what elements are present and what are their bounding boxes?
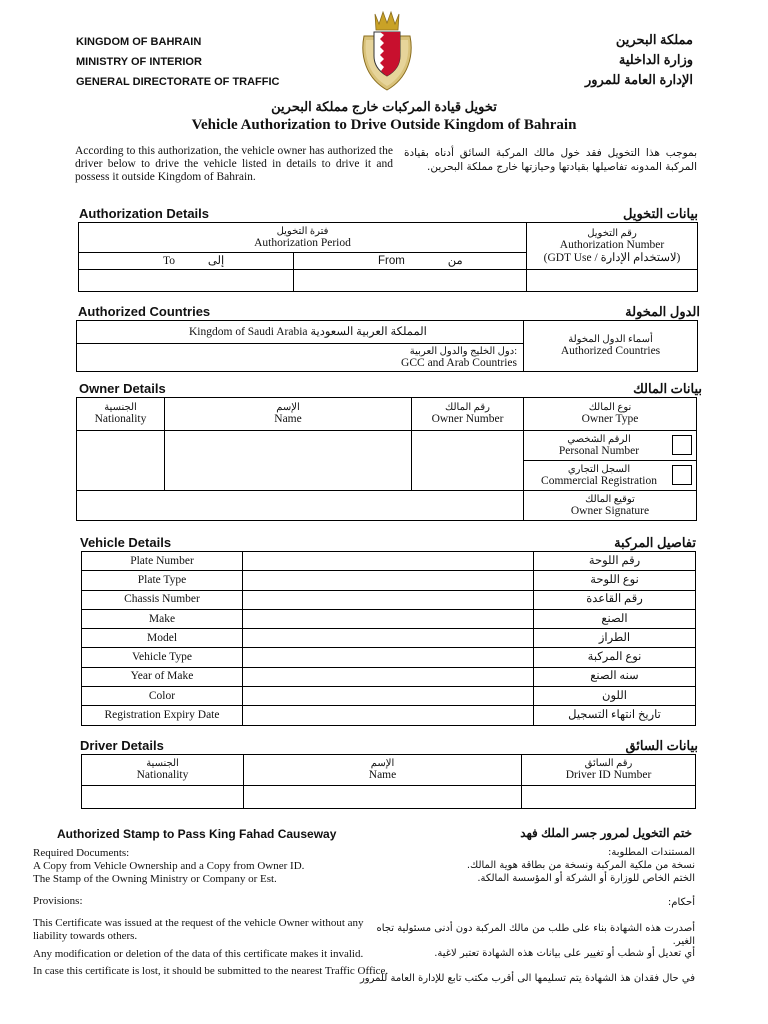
vehicle-row [82, 629, 696, 648]
required-documents-en [33, 847, 304, 886]
owner-nationality-header [77, 398, 165, 431]
authorization-to-cell [79, 253, 294, 270]
owner-title-ar: بيانات المالك [633, 381, 702, 396]
vehicle-table [81, 551, 696, 726]
owner-title-en: Owner Details [79, 381, 166, 396]
authorization-from-cell [294, 253, 527, 270]
authorization-period-ar: فترة التخويل [276, 225, 329, 237]
provision-1-ar: أصدرت هذه الشهادة بناء على طلب من مالك المركبة دون أدنى مسئولية تجاه الغير. [376, 923, 695, 947]
countries-gcc-cell [77, 344, 524, 372]
intro-en: According to this authorization, the vehicle owner has authorized the driver below to drive the vehicle listed in details to drive it and possess it outside Kingdom of Bahrain. [75, 145, 393, 183]
title-en: Vehicle Authorization to Drive Outside Kingdom of Bahrain [191, 117, 577, 133]
documents-title-en: Required Documents: [33, 847, 130, 859]
vehicle-label-en: Color [82, 687, 243, 706]
driver-id-field[interactable] [522, 786, 696, 809]
documents-title-ar: المستندات المطلوبة: [608, 847, 695, 858]
authorization-number-header [527, 223, 698, 270]
countries-names-en: Authorized Countries [560, 345, 661, 357]
header-ministry-ar: وزارة الداخلية [618, 52, 693, 67]
owner-name-header [165, 398, 412, 431]
authorization-title-en: Authorization Details [79, 206, 210, 221]
authorization-from-field[interactable] [294, 270, 527, 292]
title-ar: تخويل قيادة المركبات خارج مملكة البحرين [271, 99, 497, 114]
authorization-to-en: To [163, 254, 175, 267]
driver-title-ar: بيانات السائق [625, 738, 698, 753]
vehicle-value-field[interactable] [243, 552, 534, 571]
documents-line2-en: The Stamp of the Owning Ministry or Company or Est. [33, 873, 277, 885]
vehicle-value-field[interactable] [243, 648, 534, 667]
vehicle-label-ar: تاريخ انتهاء التسجيل [534, 706, 696, 725]
header-kingdom-en: KINGDOM OF BAHRAIN [76, 36, 202, 48]
vehicle-row [82, 552, 696, 571]
owner-commercial-cell [524, 461, 697, 491]
header-directorate-ar: الإدارة العامة للمرور [585, 72, 693, 87]
countries-title-ar: الدول المخولة [625, 304, 700, 319]
owner-number-header [412, 398, 524, 431]
owner-nationality-field[interactable] [77, 431, 165, 491]
owner-type-header [524, 398, 697, 431]
vehicle-label-ar: الصنع [534, 609, 696, 628]
owner-personal-ar: الرقم الشخصي [567, 433, 631, 445]
vehicle-title-en: Vehicle Details [80, 535, 172, 550]
vehicle-row [82, 687, 696, 706]
authorization-title-ar: بيانات التخويل [623, 206, 698, 221]
provision-3-en: In case this certificate is lost, it should be submitted to the nearest Traffic Office. [33, 965, 389, 977]
owner-name-en: Name [274, 413, 302, 425]
owner-nationality-ar: الجنسية [104, 402, 137, 413]
vehicle-label-ar: رقم اللوحة [534, 552, 696, 571]
owner-type-ar: نوع المالك [588, 402, 632, 413]
authorization-gdt-use: (GDT Use / لاستخدام الإدارة) [543, 251, 681, 264]
provision-2-ar: أي تعديل أو شطب أو تغيير على بيانات هذه الشهادة تعتبر لاغية. [434, 948, 695, 959]
stamp-label-ar: ختم التخويل لمرور جسر الملك فهد [520, 826, 692, 840]
vehicle-label-ar: نوع اللوحة [534, 571, 696, 590]
owner-signature-field[interactable] [77, 491, 524, 521]
documents-line1-en: A Copy from Vehicle Ownership and a Copy from Owner ID. [33, 860, 305, 872]
owner-name-field[interactable] [165, 431, 412, 491]
vehicle-label-ar: رقم القاعدة [534, 590, 696, 609]
owner-personal-cell [524, 431, 697, 461]
authorization-from-ar: من [447, 254, 463, 267]
vehicle-row [82, 609, 696, 628]
vehicle-label-en: Make [82, 609, 243, 628]
owner-number-field[interactable] [412, 431, 524, 491]
commercial-registration-checkbox[interactable] [672, 465, 692, 485]
countries-title-en: Authorized Countries [78, 304, 211, 319]
driver-name-ar: الإسم [370, 758, 395, 769]
vehicle-label-en: Plate Type [82, 571, 243, 590]
provision-3-ar: في حال فقدان هذ الشهادة يتم تسليمها الى أقرب مكتب تابع للإدارة العامة للمرور [359, 973, 695, 984]
countries-gcc-ar: دول الخليج والدول العربية: [409, 345, 517, 357]
owner-signature-en: Owner Signature [570, 504, 650, 517]
vehicle-title-ar: تفاصيل المركبة [614, 535, 696, 550]
driver-id-en: Driver ID Number [565, 769, 652, 781]
vehicle-row [82, 571, 696, 590]
authorization-to-ar: إلى [207, 254, 225, 267]
owner-signature-label [524, 491, 697, 521]
countries-table [76, 320, 698, 372]
required-documents-ar [467, 846, 695, 885]
countries-ksa: Kingdom of Saudi Arabia المملكة العربية السعودية [77, 321, 524, 344]
driver-nationality-ar: الجنسية [146, 758, 179, 769]
header-left [76, 32, 280, 92]
vehicle-row [82, 667, 696, 686]
vehicle-value-field[interactable] [243, 609, 534, 628]
owner-commercial-ar: السجل التجاري [567, 463, 631, 475]
countries-names-ar: أسماء الدول المخولة [568, 334, 653, 345]
driver-name-header [244, 755, 522, 786]
authorization-period-en: Authorization Period [254, 236, 351, 249]
documents-line2-ar: الختم الخاص للوزارة أو الشركة أو المؤسسة المالكة. [477, 873, 695, 884]
header-right [585, 30, 693, 90]
authorization-period-header [79, 223, 527, 253]
driver-nationality-field[interactable] [82, 786, 244, 809]
countries-names-header [524, 321, 698, 372]
driver-id-ar: رقم السائق [584, 758, 633, 769]
vehicle-label-en: Plate Number [82, 552, 243, 571]
header-directorate-en: GENERAL DIRECTORATE OF TRAFFIC [76, 76, 280, 88]
provisions-title-ar: أحكام: [667, 897, 695, 908]
owner-signature-ar: توقيع المالك [585, 493, 635, 505]
vehicle-row [82, 648, 696, 667]
owner-commercial-en: Commercial Registration [541, 474, 657, 487]
vehicle-label-ar: سنه الصنع [534, 667, 696, 686]
vehicle-value-field[interactable] [243, 590, 534, 609]
vehicle-label-ar: نوع المركبة [534, 648, 696, 667]
countries-gcc-en: GCC and Arab Countries [401, 356, 517, 369]
owner-type-en: Owner Type [581, 413, 639, 425]
stamp-label-en: Authorized Stamp to Pass King Fahad Causeway [57, 827, 337, 841]
owner-personal-en: Personal Number [558, 444, 640, 457]
vehicle-value-field[interactable] [243, 706, 534, 725]
owner-number-ar: رقم المالك [445, 402, 490, 413]
driver-nationality-header [82, 755, 244, 786]
vehicle-label-en: Year of Make [82, 667, 243, 686]
vehicle-row [82, 590, 696, 609]
driver-title-en: Driver Details [80, 738, 164, 753]
authorization-table [78, 222, 698, 292]
owner-name-ar: الإسم [276, 402, 300, 413]
vehicle-label-en: Chassis Number [82, 590, 243, 609]
vehicle-label-en: Model [82, 629, 243, 648]
header-ministry-en: MINISTRY OF INTERIOR [76, 56, 202, 68]
documents-line1-ar: نسخة من ملكية المركبة ونسخة من بطاقة هوية المالك. [466, 860, 695, 871]
owner-table [76, 397, 697, 521]
driver-table [81, 754, 696, 809]
driver-nationality-en: Nationality [136, 769, 189, 781]
bahrain-coat-of-arms-icon [360, 6, 414, 92]
authorization-number-en: Authorization Number [559, 238, 665, 251]
authorization-to-field[interactable] [79, 270, 294, 292]
authorization-number-field[interactable] [527, 270, 698, 292]
vehicle-value-field[interactable] [243, 667, 534, 686]
vehicle-value-field[interactable] [243, 629, 534, 648]
provisions-title-en: Provisions: [33, 895, 83, 907]
vehicle-row [82, 706, 696, 725]
authorization-from-en: From [378, 254, 405, 267]
vehicle-label-en: Registration Expiry Date [82, 706, 243, 725]
vehicle-value-field[interactable] [243, 687, 534, 706]
vehicle-label-en: Vehicle Type [82, 648, 243, 667]
owner-number-en: Owner Number [431, 413, 504, 425]
vehicle-label-ar: الطراز [534, 629, 696, 648]
vehicle-value-field[interactable] [243, 571, 534, 590]
provision-2-en: Any modification or deletion of the data of this certificate makes it invalid. [33, 948, 364, 960]
provision-1-en: This Certificate was issued at the request of the vehicle Owner without any liability towards others. [33, 917, 364, 942]
intro-ar: بموجب هذا التخويل فقد خول مالك المركبة السائق أدناه بقيادة المركبة المدونه تفاصيلها بقيادتها وحيازتها خارج مملكة البحرين. [404, 147, 697, 173]
personal-number-checkbox[interactable] [672, 435, 692, 455]
driver-name-en: Name [368, 769, 397, 781]
vehicle-label-ar: اللون [534, 687, 696, 706]
authorization-number-ar: رقم التخويل [587, 227, 637, 239]
header-kingdom-ar: مملكة البحرين [615, 32, 693, 47]
driver-id-header [522, 755, 696, 786]
owner-nationality-en: Nationality [94, 413, 147, 425]
driver-name-field[interactable] [244, 786, 522, 809]
